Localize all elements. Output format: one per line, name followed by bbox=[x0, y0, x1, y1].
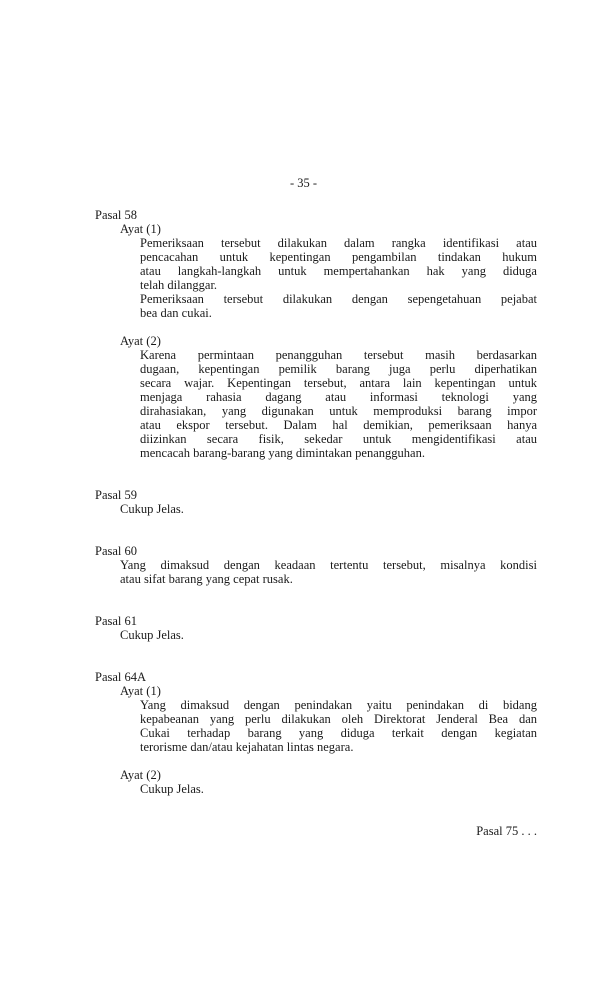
text-line: secara wajar. Kepentingan tersebut, antara lain kepentingan untuk bbox=[140, 376, 537, 390]
text-line: atau ekspor tersebut. Dalam hal demikian, pemeriksaan hanya bbox=[140, 418, 537, 432]
pasal-59-text: Cukup Jelas. bbox=[120, 502, 184, 516]
text-line: Pemeriksaan tersebut dilakukan dengan sepengetahuan pejabat bbox=[140, 292, 537, 306]
text-line: Karena permintaan penangguhan tersebut masih berdasarkan bbox=[140, 348, 537, 362]
text-line: kepabeanan yang perlu dilakukan oleh Direktorat Jenderal Bea dan bbox=[140, 712, 537, 726]
ayat-1-label: Ayat (1) bbox=[120, 684, 161, 698]
text-line: terorisme dan/atau kejahatan lintas negara. bbox=[140, 740, 354, 754]
text-line: Yang dimaksud dengan penindakan yaitu penindakan di bidang bbox=[140, 698, 537, 712]
pasal-64a-title: Pasal 64A bbox=[95, 670, 147, 684]
ayat-2-label: Ayat (2) bbox=[120, 334, 161, 348]
pasal-61-text: Cukup Jelas. bbox=[120, 628, 184, 642]
text-line: telah dilanggar. bbox=[140, 278, 218, 292]
pasal-59-title: Pasal 59 bbox=[95, 488, 138, 502]
pasal-58-title: Pasal 58 bbox=[95, 208, 138, 222]
ayat-2-label: Ayat (2) bbox=[120, 768, 161, 782]
pasal-64a-ayat-2-text: Cukup Jelas. bbox=[140, 782, 204, 796]
pasal-61-title: Pasal 61 bbox=[95, 614, 138, 628]
text-line: diizinkan secara fisik, sekedar untuk mengidentifikasi atau bbox=[140, 432, 537, 446]
text-line: mencacah barang-barang yang dimintakan penangguhan. bbox=[140, 446, 425, 460]
text-line: atau langkah-langkah untuk mempertahankan hak yang diduga bbox=[140, 264, 537, 278]
document-body bbox=[95, 208, 537, 838]
text-line: Pemeriksaan tersebut dilakukan dalam rangka identifikasi atau bbox=[140, 236, 537, 250]
text-line: dirahasiakan, yang digunakan untuk memproduksi barang impor bbox=[140, 404, 537, 418]
page-number: - 35 - bbox=[289, 176, 318, 190]
text-line: pencacahan untuk kepentingan pengambilan tindakan hukum bbox=[140, 250, 537, 264]
text-line: dugaan, kepentingan pemilik barang juga perlu diperhatikan bbox=[140, 362, 537, 376]
text-line: atau sifat barang yang cepat rusak. bbox=[120, 572, 293, 586]
text-line: menjaga rahasia dagang atau informasi teknologi yang bbox=[140, 390, 537, 404]
text-line: Cukai terhadap barang yang diduga terkait dengan kegiatan bbox=[140, 726, 537, 740]
pasal-60-title: Pasal 60 bbox=[95, 544, 138, 558]
text-line: bea dan cukai. bbox=[140, 306, 212, 320]
continuation-marker: Pasal 75 . . . bbox=[476, 824, 537, 838]
ayat-1-label: Ayat (1) bbox=[120, 222, 161, 236]
text-line: Yang dimaksud dengan keadaan tertentu tersebut, misalnya kondisi bbox=[120, 558, 537, 572]
